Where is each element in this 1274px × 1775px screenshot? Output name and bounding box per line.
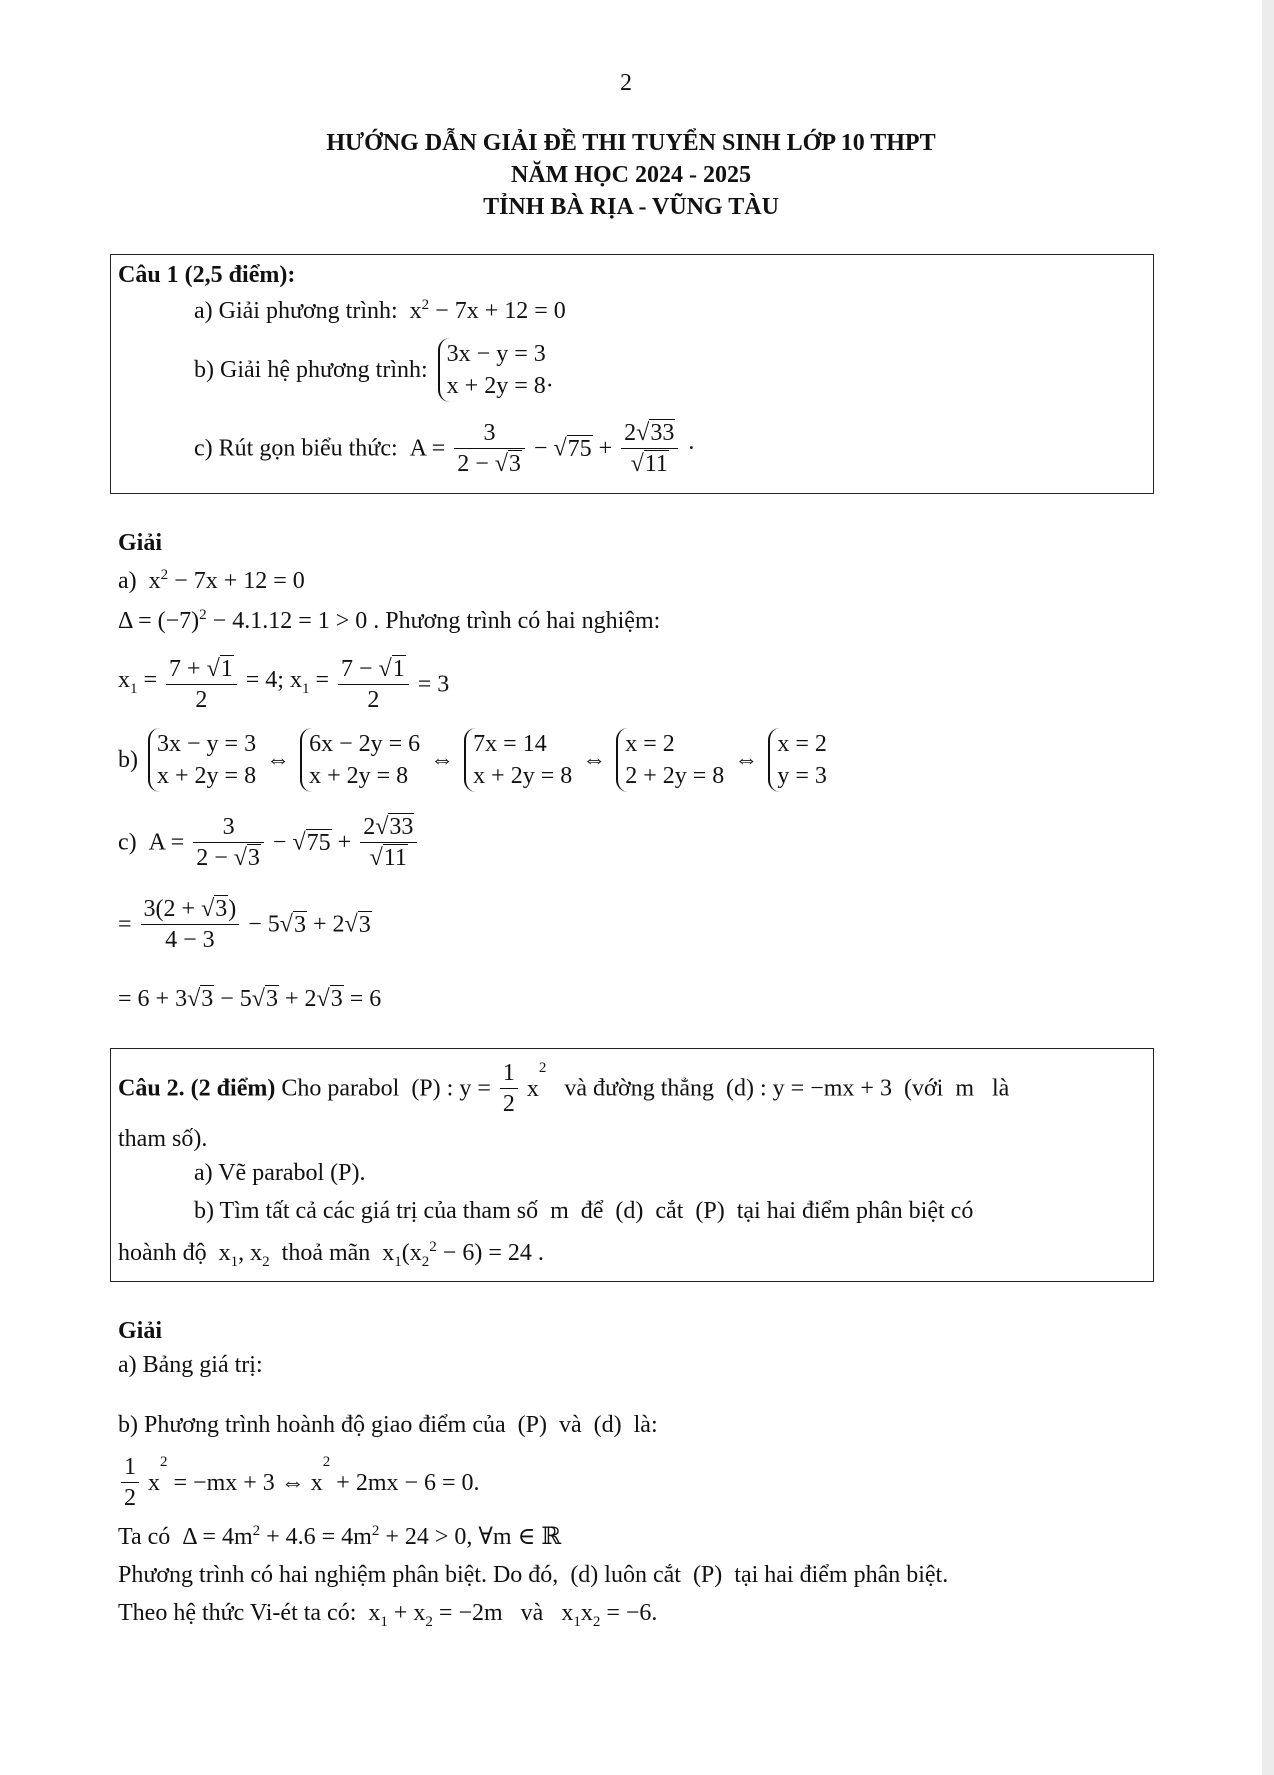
solution-1c-step3: = 6 + 3√3 − 5√3 + 2√3 = 6 <box>118 986 382 1012</box>
question-2-title: Câu 2. (2 điểm) <box>118 1075 276 1102</box>
solution-2b-conclusion: Phương trình có hai nghiệm phân biệt. Do đó, (d) luôn cắt (P) tại hai điểm phân biệt. <box>118 1562 949 1588</box>
page-number: 2 <box>620 70 632 96</box>
question-1c-label: c) Rút gọn biểu thức: <box>194 435 398 462</box>
question-2b-part-4: tại hai điểm phân biệt có <box>736 1198 974 1224</box>
system-1b: 3x − y = 3 x + 2y = 8· <box>438 338 554 402</box>
solution-2b-line-1: b) Phương trình hoành độ giao điểm của (P) và (d) là: <box>118 1412 658 1438</box>
question-1c: c) Rút gọn biểu thức: A = $\frac{3}{2 - √3}$ − √75 + $\frac{2√33}{√11}$ · <box>194 420 696 477</box>
solution-2b-vieta: Theo hệ thức Vi-ét ta có: $x_1 + x_2 = -2m$ và $x_1x_2 = -6$. <box>118 1600 658 1630</box>
question-2b-line-2: hoành độ $x_1$, $x_2$ thoả mãn $x_1(x_2^2 - 6) = 24$ . <box>118 1239 544 1270</box>
question-2-and-line: và đường thẳng <box>564 1075 715 1102</box>
delta-text: . Phương trình có hai nghiệm: <box>373 608 661 634</box>
solution-2a: a) Bảng giá trị: <box>118 1352 263 1378</box>
solution-1b-prefix: b) <box>118 747 138 773</box>
header-line-1: HƯỚNG DẪN GIẢI ĐỀ THI TUYỂN SINH LỚP 10 THPT <box>326 130 936 156</box>
conclusion-part-2: luôn cắt <box>604 1562 681 1588</box>
question-2b-part-3: cắt <box>655 1198 684 1224</box>
question-2a-label: a) Vẽ parabol <box>194 1160 325 1186</box>
question-1-title: Câu 1 (2,5 điểm): <box>118 262 296 288</box>
question-2b-part-2: để <box>580 1198 604 1224</box>
conclusion-part-1: Phương trình có hai nghiệm phân biệt. Do đó, <box>118 1562 559 1588</box>
system: x = 2 y = 3 <box>768 728 827 792</box>
question-2b-line-1: b) Tìm tất cả các giá trị của tham số m để (d) cắt (P) tại hai điểm phân biệt có <box>194 1198 974 1224</box>
solution-1a: a) $x^2 - 7x + 12 = 0$ <box>118 567 305 594</box>
system: 3x − y = 3 x + 2y = 8 <box>148 728 256 792</box>
solution-2b-ta-co: Ta có <box>118 1524 171 1550</box>
system: 7x = 14 x + 2y = 8 <box>464 728 572 792</box>
solution-1a-delta: $\Delta = (-7)^2 - 4.1.12 = 1 > 0$ . Phương trình có hai nghiệm: <box>118 607 661 634</box>
page-edge <box>1262 0 1274 1775</box>
solution-2b-delta: Ta có $\Delta = 4m^2 + 4.6 = 4m^2 + 24 > 0$, ∀m ∈ ℝ <box>118 1523 562 1550</box>
solution-2b-text: b) Phương trình hoành độ giao điểm của <box>118 1412 506 1438</box>
fraction: $\frac{2√33}{√11}$ <box>621 418 678 479</box>
solution-1b: b) 3x − y = 3 x + 2y = 8 ⇔ 6x − 2y = 6 x + 2y = 8 ⇔ 7x = 14 x + 2y = 8 ⇔ x = 2 2 + 2y = 8 ⇔ x = 2 y = 3 <box>118 728 831 798</box>
solution-2b-equation: $\frac{1}{2}$ $x^2 = -mx + 3$ ⇔ $x^2 + 2mx - 6 = 0$. <box>118 1452 480 1518</box>
question-2b-line-2-mid: thoả mãn <box>281 1240 371 1266</box>
conclusion-part-3: tại hai điểm phân biệt. <box>734 1562 949 1588</box>
header-line-3: TỈNH BÀ RỊA - VŨNG TÀU <box>483 194 779 220</box>
fraction: $\frac{3}{2 - √3}$ <box>193 812 264 873</box>
vieta-and: và <box>520 1600 544 1626</box>
question-2-line-1: Câu 2. (2 điểm) Cho parabol (P) : y = $\frac{1}{2}$ $x^2$ và đường thẳng (d) : y = −mx + 3 (với m là <box>118 1060 1010 1117</box>
solution-2b-and: và <box>558 1412 582 1438</box>
fraction: $\frac{2√33}{√11}$ <box>360 812 417 873</box>
fraction: $\frac{3(2 + √3)}{4 - 3}$ <box>141 894 240 955</box>
header-line-2: NĂM HỌC 2024 - 2025 <box>511 162 751 188</box>
solution-1c-step2: = $\frac{3(2 + √3)}{4 - 3}$ − 5√3 + 2√3 <box>118 896 371 953</box>
question-1a <box>194 296 566 326</box>
question-1b <box>194 338 558 408</box>
question-2-intro: Cho parabol <box>281 1075 400 1102</box>
solution-1-heading: Giải <box>118 530 163 556</box>
solution-2-heading: Giải <box>118 1318 163 1344</box>
solution-1a-prefix: a) <box>118 568 137 594</box>
fraction: $\frac{3}{2 - √3}$ <box>454 418 525 479</box>
question-2b-part-1: b) Tìm tất cả các giá trị của tham số <box>194 1198 539 1224</box>
question-1b-label: b) Giải hệ phương trình: <box>194 357 428 383</box>
question-2-with-m: (với <box>903 1075 944 1102</box>
solution-1a-roots: $x_1$ = $\frac{7 + √1}{2}$ = 4; $x_1$ = $\frac{7 - √1}{2}$ = 3 <box>118 656 450 713</box>
question-2-param: tham số). <box>118 1126 208 1152</box>
fraction: $\frac{7 - √1}{2}$ <box>338 654 409 715</box>
question-2a: a) Vẽ parabol (P). <box>194 1160 366 1186</box>
solution-1c-prefix: c) <box>118 829 137 856</box>
equation-1a: $x^2 - 7x + 12 = 0$ <box>403 297 566 324</box>
question-2b-line-2-prefix: hoành độ <box>118 1240 207 1266</box>
fraction: $\frac{7 + √1}{2}$ <box>166 654 237 715</box>
fraction: $\frac{1}{2}$ <box>121 1452 139 1513</box>
system: 6x − 2y = 6 x + 2y = 8 <box>300 728 420 792</box>
question-1a-label: a) Giải phương trình: <box>194 298 398 324</box>
fraction: $\frac{1}{2}$ <box>500 1058 518 1119</box>
solution-2b-is: là: <box>633 1412 658 1438</box>
vieta-text: Theo hệ thức Vi-ét ta có: <box>118 1600 357 1626</box>
question-2-is: là <box>992 1075 1010 1102</box>
solution-1c: c) A = $\frac{3}{2 - √3}$ − √75 + $\frac{2√33}{√11}$ <box>118 812 420 882</box>
system: x = 2 2 + 2y = 8 <box>616 728 724 792</box>
